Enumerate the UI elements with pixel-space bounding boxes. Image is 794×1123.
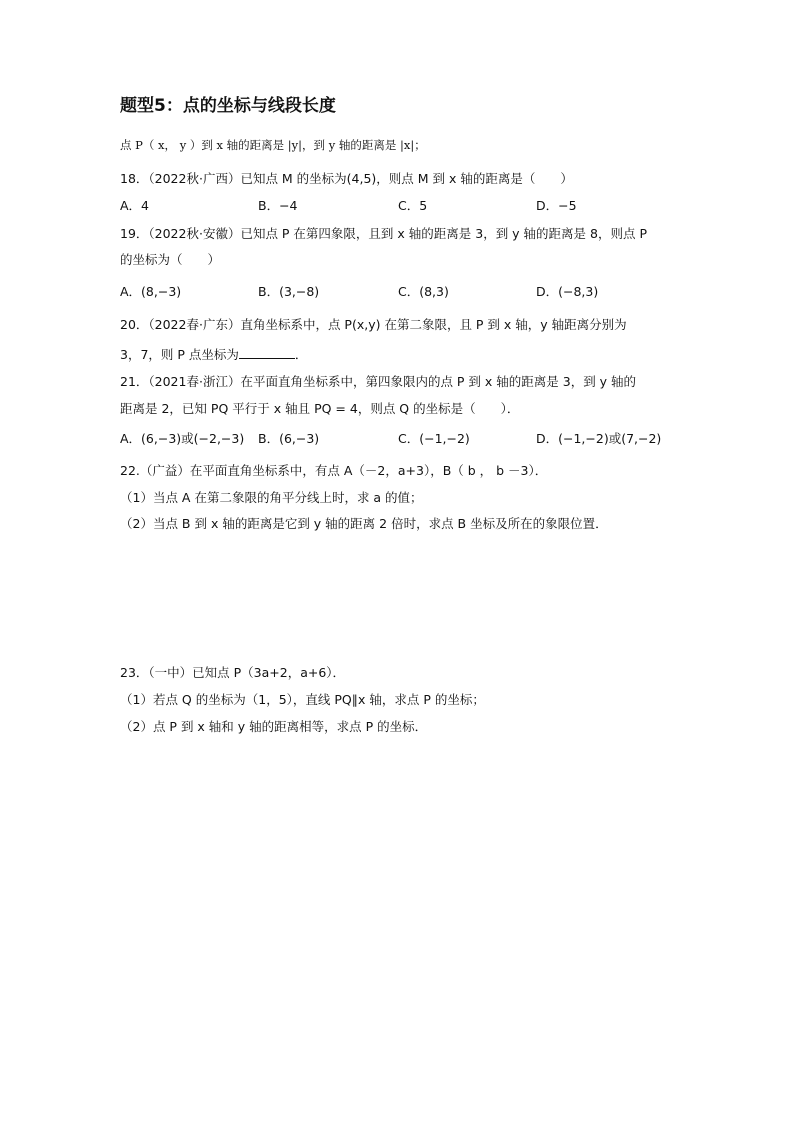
question-20-suffix: ． bbox=[294, 347, 308, 362]
option-b: B．(6,−3) bbox=[258, 431, 320, 446]
option-c: C．(8,3) bbox=[398, 284, 449, 299]
question-23-part1: （1）若点 Q 的坐标为（1，5），直线 PQ∥x 轴，求点 P 的坐标； bbox=[120, 692, 485, 707]
section-title: 题型5：点的坐标与线段长度 bbox=[120, 96, 336, 116]
question-23-stem: 23．（一中）已知点 P（3a+2，a+6）． bbox=[120, 665, 346, 680]
question-20-stem-line1: 20．（2022春·广东）直角坐标系中，点 P(x,y) 在第二象限，且 P 到 x 轴，y 轴距离分别为 bbox=[120, 317, 627, 332]
question-19-options bbox=[120, 283, 680, 301]
option-a: A．(8,−3) bbox=[120, 284, 182, 299]
option-d: D．(−1,−2)或(7,−2) bbox=[536, 431, 662, 446]
option-a: A．(6,−3)或(−2,−3) bbox=[120, 431, 245, 446]
question-23-part2: （2）点 P 到 x 轴和 y 轴的距离相等，求点 P 的坐标． bbox=[120, 719, 428, 734]
question-20-stem-line2 bbox=[120, 345, 307, 364]
question-18-stem: 18．（2022秋·广西）已知点 M 的坐标为(4,5)，则点 M 到 x 轴的距离是（ ） bbox=[120, 171, 573, 186]
answer-blank[interactable] bbox=[239, 345, 295, 359]
option-a: A．4 bbox=[120, 198, 150, 213]
question-19-stem-line2: 的坐标为（ ） bbox=[120, 252, 221, 267]
option-b: B．−4 bbox=[258, 198, 298, 213]
question-21-stem-line2: 距离是 2，已知 PQ 平行于 x 轴且 PQ = 4，则点 Q 的坐标是（ ）． bbox=[120, 401, 520, 416]
question-22-part2: （2）当点 B 到 x 轴的距离是它到 y 轴的距离 2 倍时，求点 B 坐标及所在的象限位置． bbox=[120, 516, 608, 531]
option-d: D．(−8,3) bbox=[536, 284, 599, 299]
section-note: 点 P（ x， y ）到 x 轴的距离是 |y|，到 y 轴的距离是 |x|； bbox=[120, 138, 426, 152]
question-21-options bbox=[120, 430, 680, 448]
option-d: D．−5 bbox=[536, 198, 577, 213]
question-19-stem-line1: 19．（2022秋·安徽）已知点 P 在第四象限，且到 x 轴的距离是 3，到 y 轴的距离是 8，则点 P bbox=[120, 226, 647, 241]
option-c: C．5 bbox=[398, 198, 428, 213]
question-18-options bbox=[120, 197, 680, 215]
question-22-part1: （1）当点 A 在第二象限的角平分线上时，求 a 的值； bbox=[120, 490, 423, 505]
option-b: B．(3,−8) bbox=[258, 284, 320, 299]
question-22-stem: 22.（广益）在平面直角坐标系中，有点 A（－2，a+3），B（ b ， b －3）． bbox=[120, 463, 548, 478]
option-c: C．(−1,−2) bbox=[398, 431, 470, 446]
question-20-text: 3，7，则 P 点坐标为 bbox=[120, 347, 239, 362]
question-21-stem-line1: 21．（2021春·浙江）在平面直角坐标系中，第四象限内的点 P 到 x 轴的距离是 3，到 y 轴的 bbox=[120, 374, 637, 389]
